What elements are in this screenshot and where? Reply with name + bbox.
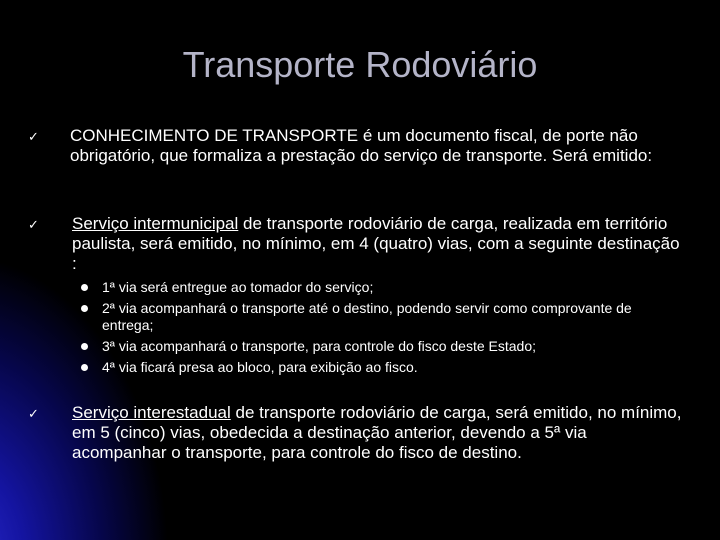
bullet-item-text xyxy=(72,214,684,274)
sub-item-text: 1ª via será entregue ao tomador do serviço; xyxy=(102,279,374,295)
sub-item-text: 2ª via acompanhará o transporte até o destino, podendo servir como comprovante de entrega; xyxy=(102,300,632,333)
check-icon: ✓ xyxy=(28,407,39,422)
sub-item-text: 4ª via ficará presa ao bloco, para exibição ao fisco. xyxy=(102,359,418,375)
item-lead: CONHECIMENTO DE TRANSPORTE xyxy=(70,126,359,145)
check-icon: ✓ xyxy=(28,130,39,145)
item-lead: Serviço intermunicipal xyxy=(72,214,239,233)
bullet-item-text xyxy=(72,403,684,463)
dot-bullet-icon xyxy=(81,284,88,291)
item-body: de transporte rodoviário de carga, realizada em território paulista, será emitido, no mínimo, em 4 (quatro) vias, com a seguinte destinação : xyxy=(72,214,680,273)
slide-title: Transporte Rodoviário xyxy=(182,44,538,85)
check-icon: ✓ xyxy=(28,218,39,233)
dot-bullet-icon xyxy=(81,305,88,312)
item-body: é um documento fiscal, de porte não obrigatório, que formaliza a prestação do serviço de transporte. Será emitido: xyxy=(70,126,653,165)
dot-bullet-icon xyxy=(81,364,88,371)
bullet-item-text xyxy=(70,126,682,166)
item-body: de transporte rodoviário de carga, será emitido, no mínimo, em 5 (cinco) vias, obedecida a destinação anterior, devendo a 5ª via acompanhar o transporte, para controle do fisco de destino. xyxy=(72,403,682,462)
dot-bullet-icon xyxy=(81,343,88,350)
item-lead: Serviço interestadual xyxy=(72,403,231,422)
sub-item-text: 3ª via acompanhará o transporte, para controle do fisco deste Estado; xyxy=(102,338,536,354)
